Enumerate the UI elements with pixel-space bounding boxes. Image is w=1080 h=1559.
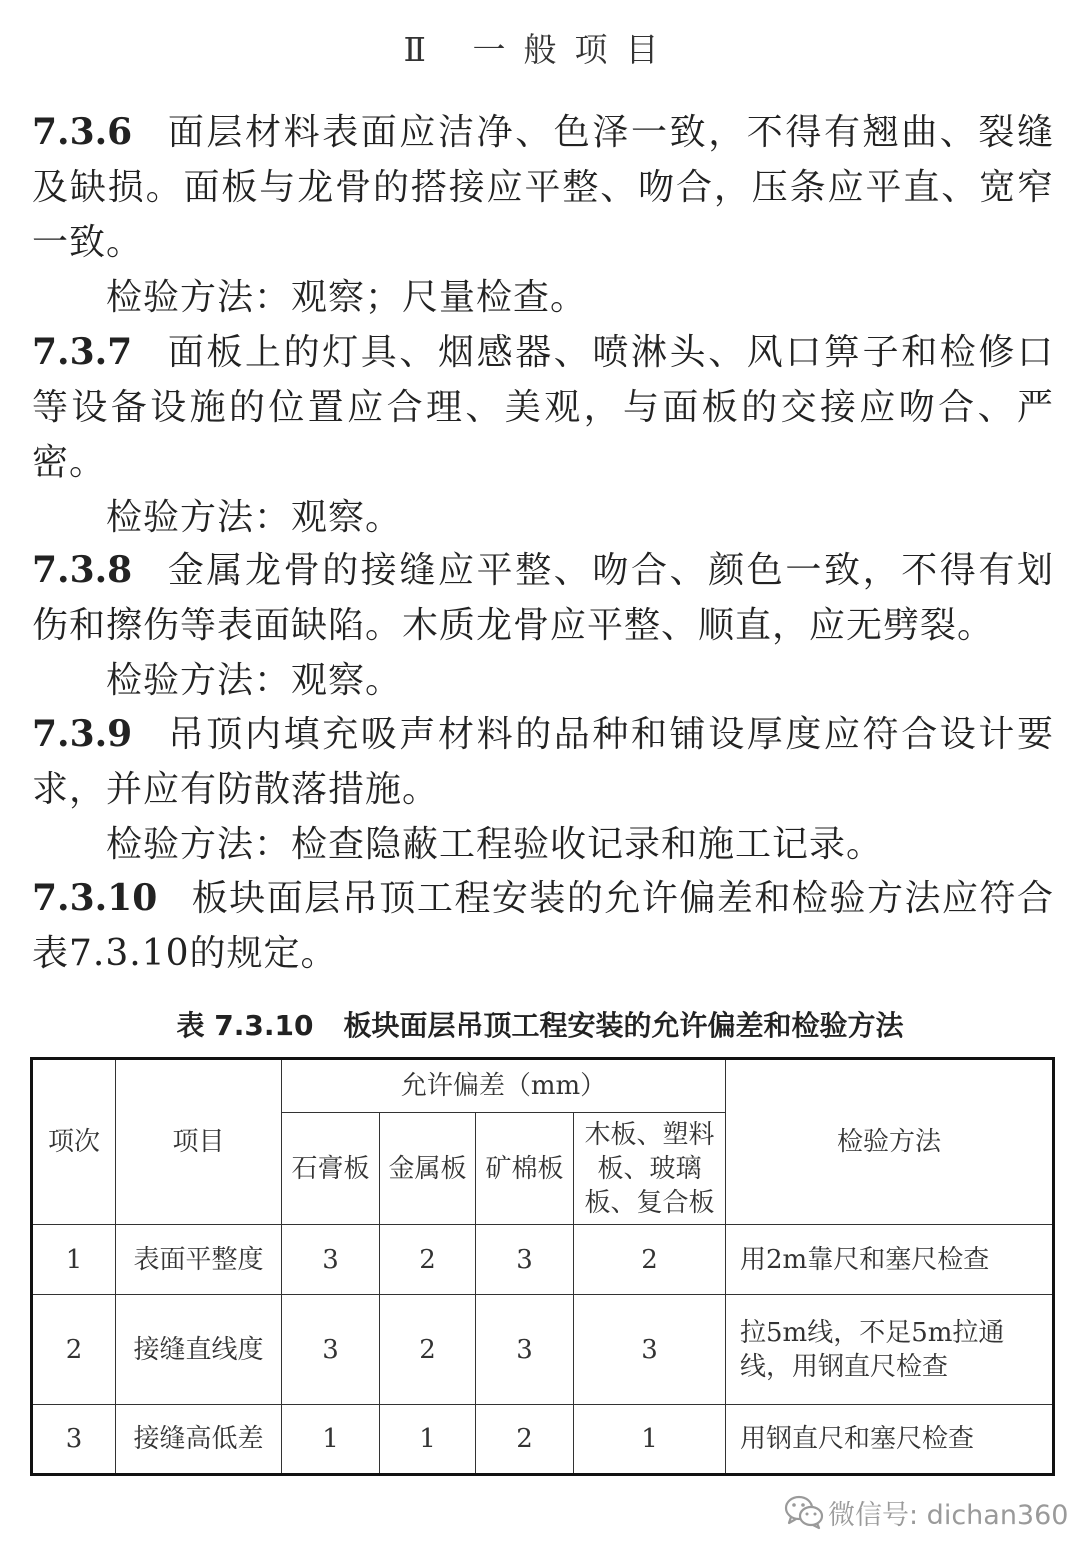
cell-index: 3 xyxy=(32,1405,116,1475)
clause-7-3-10 xyxy=(32,871,1054,981)
cell-gypsum: 3 xyxy=(282,1295,380,1405)
header-wood: 木板、塑料板、玻璃板、复合板 xyxy=(574,1113,726,1225)
wechat-icon xyxy=(784,1494,824,1530)
header-mineral: 矿棉板 xyxy=(476,1113,574,1225)
table-row xyxy=(32,1225,1054,1295)
table-row xyxy=(32,1295,1054,1405)
clause-text: 面层材料表面应洁净、色泽一致，不得有翘曲、裂缝及缺损。面板与龙骨的搭接应平整、吻合，压条应平直、宽窄一致。 xyxy=(32,112,1054,263)
table-number: 表 7.3.10 xyxy=(176,1009,314,1042)
deviation-table xyxy=(30,1057,1055,1476)
cell-mineral: 3 xyxy=(476,1225,574,1295)
cell-metal: 2 xyxy=(380,1295,476,1405)
inspection-method: 检验方法：检查隐蔽工程验收记录和施工记录。 xyxy=(106,824,884,865)
cell-item: 接缝高低差 xyxy=(116,1405,282,1475)
cell-item: 表面平整度 xyxy=(116,1225,282,1295)
cell-index: 1 xyxy=(32,1225,116,1295)
cell-gypsum: 3 xyxy=(282,1225,380,1295)
table-title xyxy=(0,1004,1080,1044)
clause-text: 面板上的灯具、烟感器、喷淋头、风口箅子和检修口等设备设施的位置应合理、美观，与面板的交接应吻合、严密。 xyxy=(32,332,1054,483)
cell-metal: 1 xyxy=(380,1405,476,1475)
clause-number: 7.3.9 xyxy=(32,713,133,755)
cell-index: 2 xyxy=(32,1295,116,1405)
table-caption: 板块面层吊顶工程安装的允许偏差和检验方法 xyxy=(343,1009,904,1042)
inspection-method: 检验方法：观察。 xyxy=(106,497,403,538)
clause-number: 7.3.8 xyxy=(32,549,133,591)
clause-number: 7.3.6 xyxy=(32,111,133,153)
cell-mineral: 2 xyxy=(476,1405,574,1475)
cell-item: 接缝直线度 xyxy=(116,1295,282,1405)
clause-7-3-9 xyxy=(32,707,1054,817)
cell-wood: 3 xyxy=(574,1295,726,1405)
table-header-row xyxy=(32,1059,1054,1113)
cell-wood: 2 xyxy=(574,1225,726,1295)
header-deviation: 允许偏差（mm） xyxy=(282,1059,726,1113)
clause-text: 金属龙骨的接缝应平整、吻合、颜色一致，不得有划伤和擦伤等表面缺陷。木质龙骨应平整、顺直，应无劈裂。 xyxy=(32,550,1054,646)
clause-text: 吊顶内填充吸声材料的品种和铺设厚度应符合设计要求，并应有防散落措施。 xyxy=(32,714,1054,810)
cell-method: 用2m靠尺和塞尺检查 xyxy=(726,1225,1054,1295)
section-heading: Ⅱ 一般项目 xyxy=(403,30,677,69)
inspection-method: 检验方法：观察。 xyxy=(106,660,403,701)
header-method: 检验方法 xyxy=(726,1059,1054,1225)
cell-metal: 2 xyxy=(380,1225,476,1295)
clause-number: 7.3.10 xyxy=(32,877,158,919)
watermark xyxy=(784,1492,1068,1532)
cell-mineral: 3 xyxy=(476,1295,574,1405)
clause-number: 7.3.7 xyxy=(32,331,133,373)
clause-7-3-6 xyxy=(32,105,1054,270)
header-index: 项次 xyxy=(32,1059,116,1225)
table-row xyxy=(32,1405,1054,1475)
header-metal: 金属板 xyxy=(380,1113,476,1225)
header-gypsum: 石膏板 xyxy=(282,1113,380,1225)
watermark-text: 微信号: dichan360 xyxy=(828,1499,1069,1531)
cell-method: 拉5m线，不足5m拉通线，用钢直尺检查 xyxy=(726,1295,1054,1405)
clause-7-3-7 xyxy=(32,325,1054,490)
clause-text: 板块面层吊顶工程安装的允许偏差和检验方法应符合表7.3.10的规定。 xyxy=(32,878,1054,974)
header-item: 项目 xyxy=(116,1059,282,1225)
cell-wood: 1 xyxy=(574,1405,726,1475)
inspection-method: 检验方法：观察；尺量检查。 xyxy=(106,277,588,318)
cell-method: 用钢直尺和塞尺检查 xyxy=(726,1405,1054,1475)
clause-7-3-8 xyxy=(32,543,1054,653)
cell-gypsum: 1 xyxy=(282,1405,380,1475)
